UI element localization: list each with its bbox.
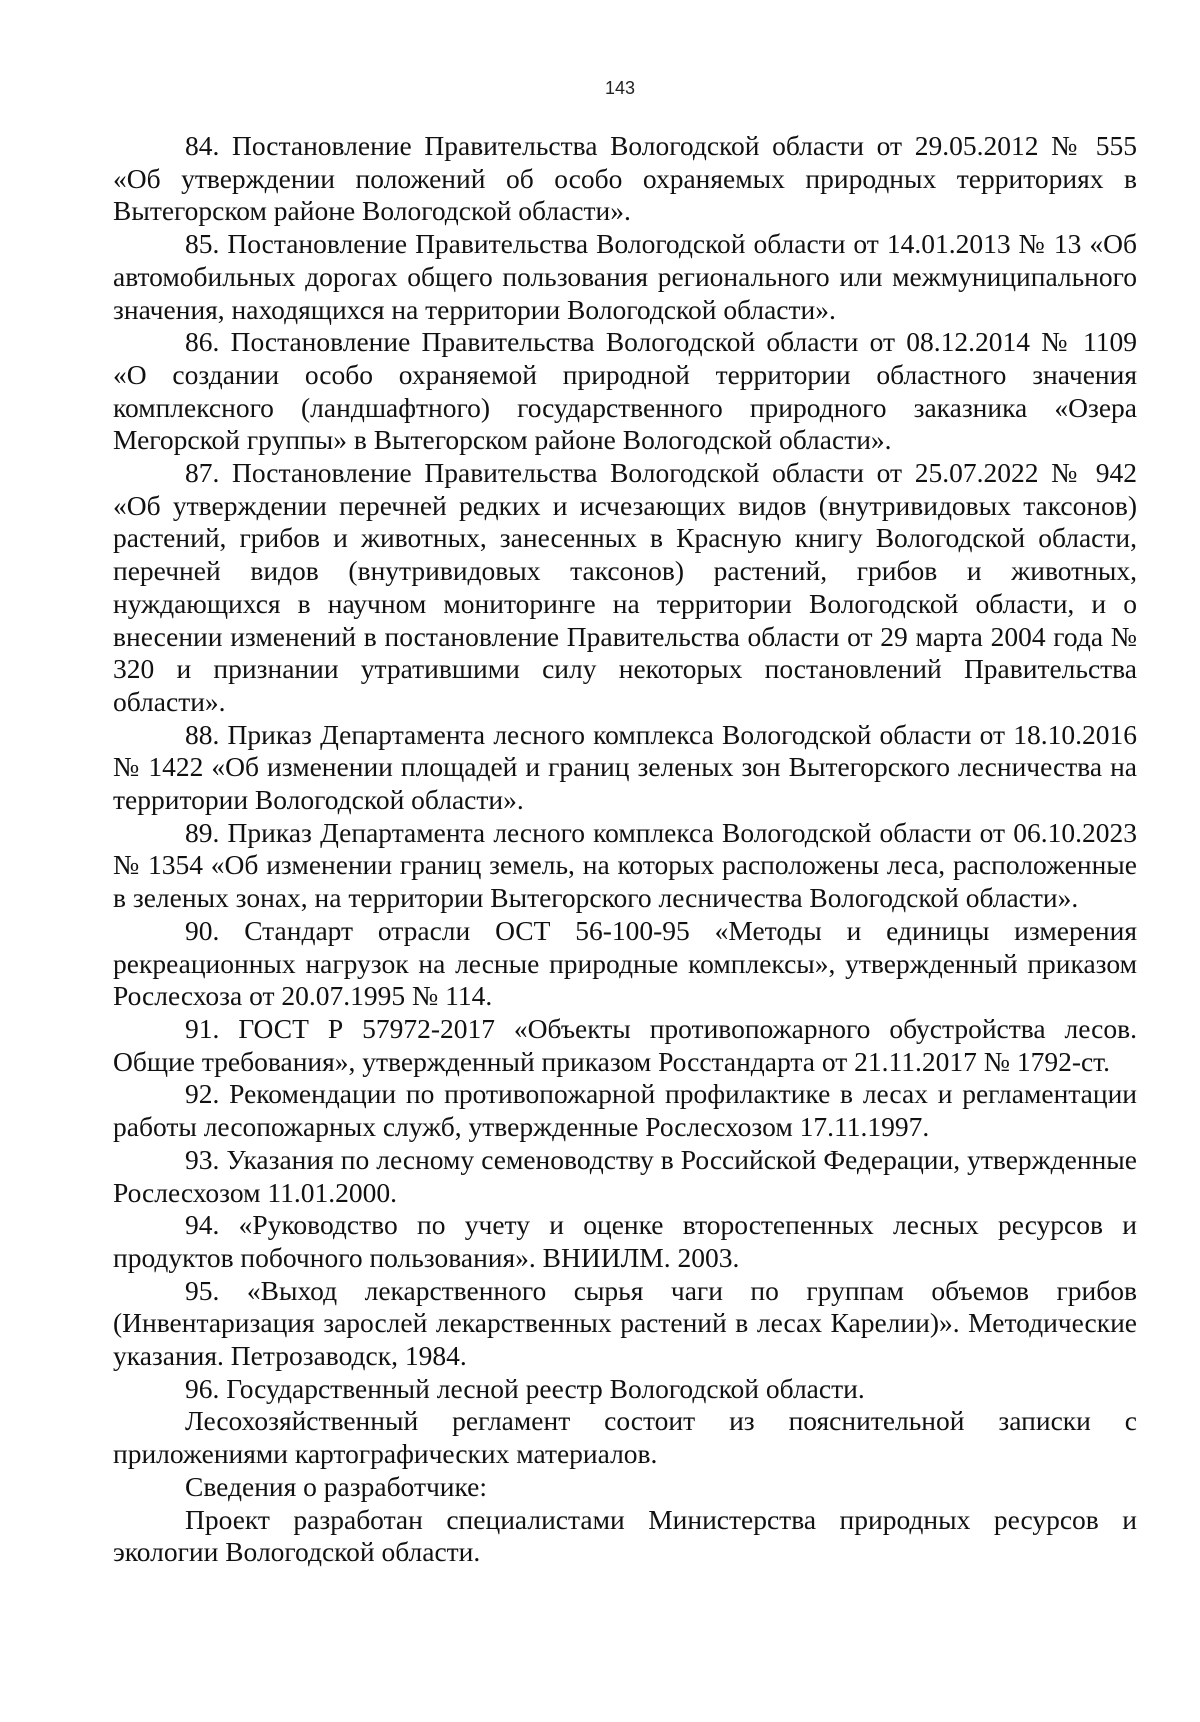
reference-item-88: 88. Приказ Департамента лесного комплекса Вологодской области от 18.10.2016 № 1422 «Об изменении площадей и границ зеленых зон Вытегорского лесничества на территории Вологодской области». [113, 718, 1137, 816]
reference-item-86: 86. Постановление Правительства Вологодской области от 08.12.2014 № 1109 «О создании особо охраняемой природной территории областного значения комплексного (ландшафтного) государственного природного заказника «Озера Мегорской группы» в Вытегорском районе Вологодской области». [113, 326, 1137, 456]
reference-item-92: 92. Рекомендации по противопожарной профилактике в лесах и регламентации работы лесопожарных служб, утвержденные Рослесхозом 17.11.1997. [113, 1078, 1137, 1143]
page-number: 143 [604, 78, 636, 98]
reference-item-96: 96. Государственный лесной реестр Вологодской области. [185, 1372, 865, 1404]
reference-item-85: 85. Постановление Правительства Вологодской области от 14.01.2013 № 13 «Об автомобильных дорогах общего пользования регионального или межмуниципального значения, находящихся на территории Вологодской области». [113, 228, 1137, 325]
document-body [113, 130, 1137, 1569]
reference-item-93: 93. Указания по лесному семеноводству в Российской Федерации, утвержденные Рослесхозом 11.01.2000. [113, 1143, 1137, 1208]
developer-info-heading: Сведения о разработчике: [185, 1470, 488, 1502]
reference-item-89: 89. Приказ Департамента лесного комплекса Вологодской области от 06.10.2023 № 1354 «Об изменении границ земель, на которых расположены леса, расположенные в зеленых зонах, на территории Вытегорского лесничества Вологодской области». [113, 816, 1137, 914]
reference-item-90: 90. Стандарт отрасли ОСТ 56-100-95 «Методы и единицы измерения рекреационных нагрузок на лесные природные комплексы», утвержденный приказом Рослесхоза от 20.07.1995 № 114. [113, 914, 1137, 1012]
reference-item-87: 87. Постановление Правительства Вологодской области от 25.07.2022 № 942 «Об утверждении перечней редких и исчезающих видов (внутривидовых таксонов) растений, грибов и животных, занесенных в Красную книгу Вологодской области, перечней видов (внутривидовых таксонов) растений, грибов и животных, нуждающихся в научном мониторинге на территории Вологодской области, и о внесении изменений в постановление Правительства области от 29 марта 2004 года № 320 и признании утратившими силу некоторых постановлений Правительства области». [113, 457, 1137, 717]
reference-item-84: 84. Постановление Правительства Вологодской области от 29.05.2012 № 555 «Об утверждении положений об особо охраняемых природных территориях в Вытегорском районе Вологодской области». [113, 130, 1137, 227]
regulation-composition-paragraph: Лесохозяйственный регламент состоит из пояснительной записки с приложениями картографических материалов. [113, 1405, 1137, 1470]
reference-item-91: 91. ГОСТ Р 57972-2017 «Объекты противопожарного обустройства лесов. Общие требования», утвержденный приказом Росстандарта от 21.11.2017 № 1792-ст. [113, 1012, 1137, 1077]
reference-item-94: 94. «Руководство по учету и оценке второстепенных лесных ресурсов и продуктов побочного пользования». ВНИИЛМ. 2003. [113, 1209, 1137, 1273]
developer-info-paragraph: Проект разработан специалистами Министерства природных ресурсов и экологии Вологодской области. [113, 1503, 1137, 1568]
reference-item-95: 95. «Выход лекарственного сырья чаги по группам объемов грибов (Инвентаризация зарослей лекарственных растений в лесах Карелии)». Методические указания. Петрозаводск, 1984. [113, 1274, 1137, 1372]
